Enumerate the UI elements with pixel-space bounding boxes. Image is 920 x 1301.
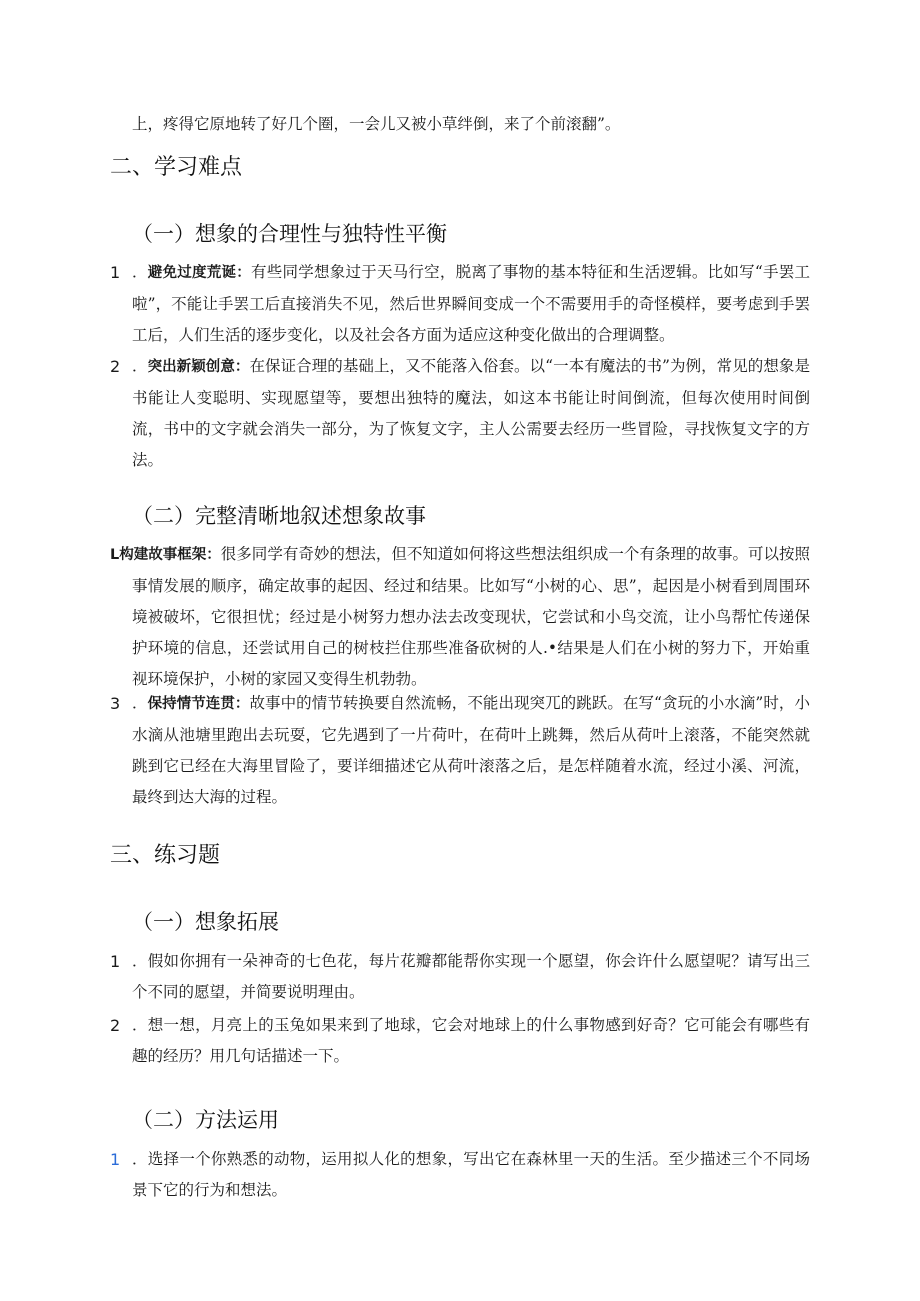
- item-number: 1: [110, 263, 121, 282]
- item-number: 2: [110, 357, 121, 376]
- item-text: 故事中的情节转换要自然流畅，不能出现突兀的跳跃。在写“贪玩的小水滴”时，小水滴从池塘里跑出去玩耍，它先遇到了一片荷叶，在荷叶上跳舞，然后从荷叶上滚落，不能突然就跳到它已经在大海里冒险了，要详细描述它从荷叶滚落之后，是怎样随着水流，经过小溪、河流，最终到达大海的过程。: [132, 694, 810, 806]
- list-item: [110, 539, 810, 695]
- list-item: [110, 946, 810, 1008]
- item-text: 假如你拥有一朵神奇的七色花，每片花瓣都能帮你实现一个愿望，你会许什么愿望呢？请写出三个不同的愿望，并简要说明理由。: [132, 952, 810, 1001]
- item-prefix: ．: [132, 952, 148, 970]
- subsection-title-narrative: （二）完整清晰地叙述想象故事: [132, 504, 426, 528]
- item-text: 有些同学想象过于天马行空，脱离了事物的基本特征和生活逻辑。比如写“手罢工啦”，不能让手罢工后直接消失不见，然后世界瞬间变成一个不需要用手的奇怪模样，要考虑到手罢工后，人们生活的逐步变化，以及社会各方面为适应这种变化做出的合理调整。: [132, 263, 810, 344]
- item-number: 1: [110, 1150, 121, 1169]
- section-title-exercises: 三、练习题: [110, 843, 221, 868]
- item-body: [132, 351, 810, 476]
- item-keyword: 避免过度荒诞：: [147, 265, 251, 281]
- subsection-title-balance: （一）想象的合理性与独特性平衡: [132, 222, 447, 246]
- item-body: [132, 1010, 810, 1072]
- item-prefix: ．: [132, 1150, 148, 1168]
- item-body: [132, 946, 810, 1008]
- list-item: [110, 1010, 810, 1072]
- section-title-difficulties: 二、学习难点: [110, 155, 243, 180]
- item-keyword: 保持情节连贯：: [147, 696, 250, 712]
- item-text: 想一想，月亮上的玉兔如果来到了地球，它会对地球上的什么事物感到好奇？它可能会有哪些有趣的经历？用几句话描述一下。: [132, 1016, 810, 1065]
- list-item: [110, 688, 810, 813]
- item-body: [110, 539, 810, 695]
- item-number: 2: [110, 1016, 121, 1035]
- subsection-title-imagination: （一）想象拓展: [132, 910, 279, 934]
- item-prefix: ．: [132, 357, 148, 375]
- item-text: 在保证合理的基础上，又不能落入俗套。以“一本有魔法的书”为例，常见的想象是书能让人变聪明、实现愿望等，要想出独特的魔法，如这本书能让时间倒流，但每次使用时间倒流，书中的文字就会消失一部分，为了恢复文字，主人公需要去经历一些冒险，寻找恢复文字的方法。: [132, 357, 810, 469]
- list-item: [110, 1144, 810, 1206]
- item-body: [132, 1144, 810, 1206]
- item-number: 3: [110, 694, 121, 713]
- item-prefix: L: [110, 547, 120, 563]
- item-prefix: ．: [132, 694, 148, 712]
- list-item: [110, 351, 810, 476]
- subsection-title-methods: （二）方法运用: [132, 1108, 279, 1132]
- list-item: [110, 257, 810, 351]
- item-keyword: 构建故事框架：: [119, 547, 221, 563]
- item-body: [132, 688, 810, 813]
- item-body: [132, 257, 810, 351]
- item-text: 选择一个你熟悉的动物，运用拟人化的想象，写出它在森林里一天的生活。至少描述三个不同场景下它的行为和想法。: [132, 1150, 810, 1199]
- item-keyword: 突出新颖创意：: [147, 359, 250, 375]
- item-prefix: ．: [132, 263, 148, 281]
- item-text: 很多同学有奇妙的想法，但不知道如何将这些想法组织成一个有条理的故事。可以按照事情发展的顺序，确定故事的起因、经过和结果。比如写“小树的心、思”，起因是小树看到周围环境被破坏，它很担忧；经过是小树努力想办法去改变现状，它尝试和小鸟交流，让小鸟帮忙传递保护环境的信息，还尝试用自己的树枝拦住那些准备砍树的人.•结果是人们在小树的努力下，开始重视环境保护，小树的家园又变得生机勃勃。: [132, 545, 810, 688]
- item-number: 1: [110, 952, 121, 971]
- item-prefix: ．: [132, 1016, 148, 1034]
- intro-tail-line: 上，疼得它原地转了好几个圈，一会儿又被小草绊倒，来了个前滚翻”。: [132, 115, 621, 133]
